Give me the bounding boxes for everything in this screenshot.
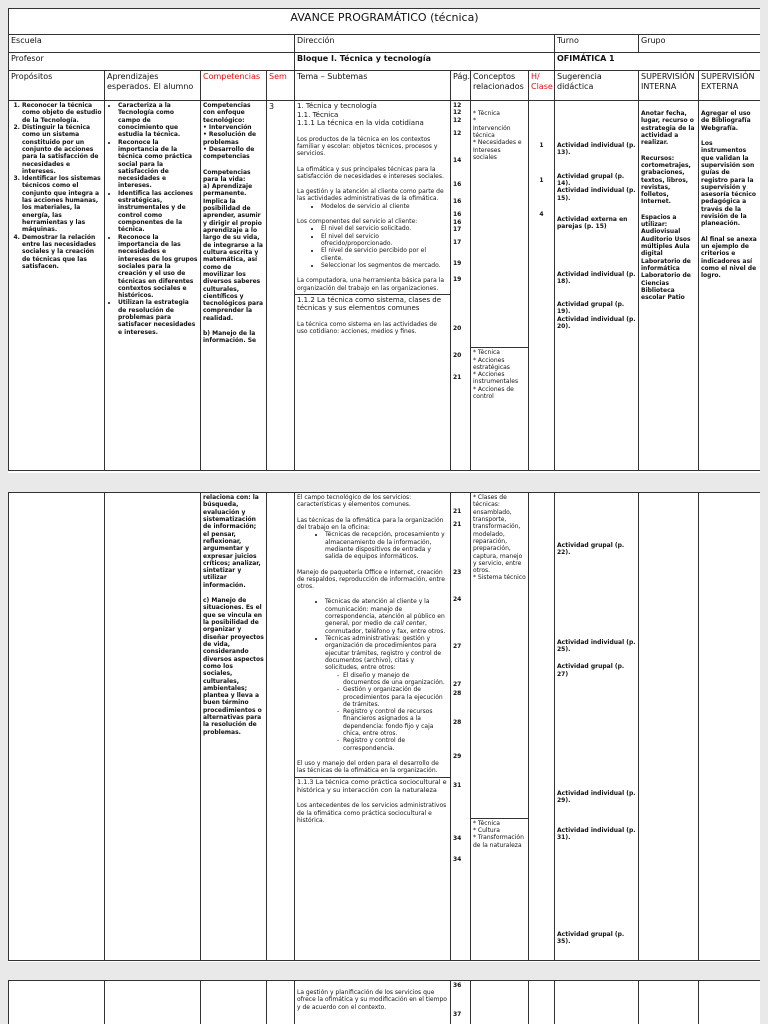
list-text-italic: call center xyxy=(393,620,426,628)
page-number: 16 xyxy=(453,211,462,219)
sem-cell: 3 xyxy=(267,101,295,471)
tema-text: El campo tecnológico de los servicios: características y elementos comunes. xyxy=(297,494,412,509)
page-number: 12 xyxy=(453,129,462,137)
turno-label: Turno xyxy=(555,35,639,53)
tema-cell: La gestión y planificación de los servicios que ofrece la ofimática y su modificación en el tiempo y de acuerdo con el contexto. xyxy=(295,981,451,1024)
propositos-list xyxy=(11,102,102,270)
competencias-text: • Desarrollo de competencias xyxy=(203,145,255,161)
aprendizajes-cell xyxy=(105,101,201,471)
page-number: 34 xyxy=(453,856,462,864)
page-number: 19 xyxy=(453,260,462,268)
page-number: 29 xyxy=(453,752,462,760)
aprendizajes-list xyxy=(107,102,198,336)
list-item: • Identifica las acciones estratégicas, instrumentales y de control como componentes de la técnica. xyxy=(118,190,198,234)
concept-item: * Acciones estratégicas xyxy=(473,356,510,371)
competencias-cell xyxy=(201,101,267,471)
page-number: 12 xyxy=(453,102,462,109)
pag-cell xyxy=(451,493,471,961)
page-number: 36 xyxy=(453,982,462,989)
tema-heading: 1.1.3 La técnica como práctica sociocultural e histórica y su interacción con la naturaleza xyxy=(297,777,447,794)
list-item: 3. Identificar los sistemas técnicos como el conjunto que integra a las acciones humanas, los materiales, la energía, las herramientas y las máquinas. xyxy=(22,175,102,234)
concept-item: Intereses sociales xyxy=(473,146,501,161)
suggestion-item: Actividad individual (p. 13). xyxy=(557,142,636,157)
externa-text: Agregar el uso de Bibliografía Webgrafía. xyxy=(701,110,751,132)
page-number: 19 xyxy=(453,275,462,283)
sup-interna-cell xyxy=(639,981,699,1024)
competencias-text: relaciona con: la búsqueda, evaluación y sistematización de información; el pensar, reflexionar, argumentar y expresar juicios críticos; analizar, sintetizar y utilizar información. xyxy=(203,494,261,589)
competencias-text: a) Aprendizaje permanente. Implica la posibilidad de aprender, asumir y dirigir el propio aprendizaje a lo largo de su vida, de integrarse a la cultura escrita y matemática, así como de movilizar los diversos saberes culturales, científicos y tecnológicos para comprender la realidad. xyxy=(203,183,264,322)
header-sem: Sem xyxy=(267,71,295,101)
page-number: 28 xyxy=(453,719,462,727)
program-table-page-3 xyxy=(8,980,760,1024)
suggestion-item: Actividad individual (p. 20). xyxy=(557,315,636,331)
page-number: 16 xyxy=(453,197,462,205)
tema-text: La computadora, una herramienta básica para la organización del trabajo en las organizaciones. xyxy=(297,277,444,292)
hours-value: 1 xyxy=(539,142,544,149)
bloque-label: Bloque I. Técnica y tecnología xyxy=(295,53,555,71)
competencias-cell xyxy=(201,981,267,1024)
concept-item: * Necesidades e xyxy=(473,139,522,147)
competencias-text: • Resolución de problemas xyxy=(203,131,257,146)
competencias-cell xyxy=(201,493,267,961)
conceptos-cell xyxy=(471,981,529,1024)
tema-heading: 1. Técnica y tecnología xyxy=(297,102,377,110)
tema-text: Los antecedentes de los servicios administrativos de la ofimática como práctica sociocultural e histórica. xyxy=(297,802,447,825)
sugerencia-cell xyxy=(555,493,639,961)
propositos-cell xyxy=(9,493,105,961)
page-number: 34 xyxy=(453,835,462,843)
suggestion-item: Actividad individual (p. 29). xyxy=(557,789,636,805)
header-sugerencia: Sugerencia didáctica xyxy=(555,71,639,101)
tema-text: Las técnicas de la ofimática para la organización del trabajo en la oficina: xyxy=(297,516,444,531)
suggestion-item: Actividad externa en parejas (p. 15) xyxy=(557,215,628,231)
concept-item: * Acciones instrumentales xyxy=(473,371,519,386)
page-number: 14 xyxy=(453,157,462,165)
page-3 xyxy=(8,980,760,1024)
competencias-text: c) Manejo de situaciones. Es el que se vincula en la posibilidad de organizar y diseñar proyectos de vida, considerando diversos aspectos como los sociales, culturales, ambientales; plantea y lleva a buen término procedimientos o alternativas para la resolución de problemas. xyxy=(203,597,264,736)
hours-value: 1 xyxy=(539,177,544,185)
list-item: - Gestión y organización de procedimientos para la ejecución de trámites. xyxy=(343,686,448,708)
list-text: Técnicas de atención al cliente y la comunicación: manejo de correspondencia, atención al público en general, por medio de xyxy=(325,598,445,628)
page-number: 31 xyxy=(453,781,462,789)
list-item: 1. Reconocer la técnica como objeto de estudio de la Tecnología. xyxy=(22,102,102,124)
tema-text: Los componentes del servicio al cliente: xyxy=(297,218,418,226)
materia-label: OFIMÁTICA 1 xyxy=(555,53,761,71)
pag-cell xyxy=(451,101,471,471)
tema-cell xyxy=(295,493,451,961)
tema-text: La técnica como sistema en las actividades de uso cotidiano: acciones, medios y fines. xyxy=(297,320,437,336)
header-conceptos: Conceptos relacionados xyxy=(471,71,529,101)
suggestion-item: Actividad grupal (p. 14). xyxy=(557,172,625,187)
suggestion-item: Actividad individual (p. 18). xyxy=(557,270,636,285)
list-item: - Registro y control de correspondencia. xyxy=(343,737,448,752)
conceptos-cell xyxy=(471,101,529,471)
list-item: - El diseño y manejo de documentos de una organización. xyxy=(343,672,448,687)
suggestion-item: Actividad grupal (p. 27) xyxy=(557,663,625,678)
page-2 xyxy=(8,492,760,962)
hclase-cell xyxy=(529,101,555,471)
interna-text: Anotar fecha, lugar, recurso o estrategia de la actividad a realizar. xyxy=(641,110,695,147)
sup-interna-cell xyxy=(639,493,699,961)
header-hclase: H/ Clase xyxy=(529,71,555,101)
list-text: , conmutador, teléfono y fax, entre otros. xyxy=(325,620,446,635)
header-sup-externa: SUPERVISIÓN EXTERNA xyxy=(699,71,761,101)
sem-cell xyxy=(267,493,295,961)
list-item: • Caracteriza a la Tecnología como campo de conocimiento que estudia la técnica. xyxy=(118,102,198,139)
sugerencia-cell xyxy=(555,101,639,471)
tema-text: Los productos de la técnica en los contextos familiar y escolar: objetos técnicos, procesos y servicios. xyxy=(297,135,438,158)
suggestion-item: Actividad individual (p. 31). xyxy=(557,826,636,841)
direccion-label: Dirección xyxy=(295,35,555,53)
tema-text: La ofimática y sus principales técnicas para la satisfacción de necesidades e intereses sociales. xyxy=(297,165,444,180)
page-1 xyxy=(8,8,760,473)
list-item: • El nivel del servicio solicitado. xyxy=(321,225,448,232)
suggestion-item: Actividad individual (p. 25). xyxy=(557,638,636,653)
page-number: 23 xyxy=(453,568,462,576)
interna-text: Espacios a utilizar: Audiovisual Auditorio Usos múltiples Aula digital Laboratorio de informática Laboratorio de Ciencias Biblioteca escolar Patio xyxy=(641,213,691,302)
page-number: 21 xyxy=(453,521,462,529)
competencias-text: Competencias para la vida: xyxy=(203,168,251,183)
sup-interna-cell xyxy=(639,101,699,471)
concept-item: * Transformación de la naturaleza xyxy=(473,834,524,849)
aprendizajes-cell xyxy=(105,493,201,961)
page-number: 16 xyxy=(453,180,462,188)
page-number: 24 xyxy=(453,595,462,603)
sugerencia-cell xyxy=(555,981,639,1024)
list-item: • Técnicas de recepción, procesamiento y almacenamiento de la información, mediante dispositivos de entrada y salida de equipos informáticos. xyxy=(325,531,448,560)
concept-item: * Técnica xyxy=(473,819,500,827)
propositos-cell xyxy=(9,981,105,1024)
page-number: 20 xyxy=(453,325,462,333)
competencias-text: b) Manejo de la información. Se xyxy=(203,330,257,345)
list-item: 4. Demostrar la relación entre las necesidades sociales y la creación de técnicas que las satisfacen. xyxy=(22,234,102,271)
page-number: 27 xyxy=(453,680,462,688)
suggestion-item: Actividad grupal (p. 19). xyxy=(557,301,625,316)
concept-item: * Sistema técnico xyxy=(473,574,526,582)
header-sup-interna: SUPERVISIÓN INTERNA xyxy=(639,71,699,101)
header-competencias: Competencias xyxy=(201,71,267,101)
page-number: 16 xyxy=(453,218,462,226)
list-item: • El nivel de servicio percibido por el cliente. xyxy=(321,247,448,262)
tema-text: El uso y manejo del orden para el desarrollo de las técnicas de la ofimática en la organización. xyxy=(297,760,439,775)
conceptos-cell xyxy=(471,493,529,961)
list-item: • Reconoce la importancia de las necesidades e intereses de los grupos sociales para la creación y el uso de técnicas en diferentes contextos sociales e históricos. xyxy=(118,234,198,300)
suggestion-item: Actividad grupal (p. 22). xyxy=(557,542,625,557)
aprendizajes-cell xyxy=(105,981,201,1024)
hours-value: 4 xyxy=(539,210,544,218)
concept-item: Intervención técnica xyxy=(473,124,511,139)
competencias-text: Competencias con enfoque tecnológico: xyxy=(203,102,251,124)
list-item: • Modelos de servicio al cliente xyxy=(321,203,448,210)
list-item: • Seleccionar los segmentos de mercado. xyxy=(321,262,448,269)
tema-heading: 1.1.2 La técnica como sistema, clases de técnicas y sus elementos comunes xyxy=(297,295,442,313)
program-table-page-1 xyxy=(8,8,760,471)
tema-text: Manejo de paquetería Office e Internet, creación de respaldos, reproducción de información, entre otros. xyxy=(297,568,445,591)
sup-externa-cell xyxy=(699,101,761,471)
grupo-label: Grupo xyxy=(639,35,761,53)
page-number: 12 xyxy=(453,109,462,117)
page-number: 17 xyxy=(453,225,462,233)
concept-item: * Técnica xyxy=(473,349,500,357)
page-number: 37 xyxy=(453,1011,462,1019)
header-tema: Tema – Subtemas xyxy=(295,71,451,101)
externa-text: Al final se anexa un ejemplo de criterios e indicadores así como el nivel de logro. xyxy=(701,235,757,280)
competencias-text: • Intervención xyxy=(203,123,252,131)
list-item xyxy=(325,598,448,635)
suggestion-item: Actividad grupal (p. 35). xyxy=(557,931,625,946)
document-title: AVANCE PROGRAMÁTICO (técnica) xyxy=(9,9,761,35)
suggestion-item: Actividad individual (p. 15). xyxy=(557,187,636,202)
page-number: 20 xyxy=(453,352,462,360)
tema-heading: 1.1.1 La técnica en la vida cotidiana xyxy=(297,119,424,128)
tema-text: La gestión y la atención al cliente como parte de las actividades administrativas de la ofimática. xyxy=(297,188,444,203)
list-item: • Reconoce la importancia de la técnica como práctica social para la satisfacción de necesidades e intereses. xyxy=(118,139,198,190)
header-aprendizajes: Aprendizajes esperados. El alumno xyxy=(105,71,201,101)
program-table-page-2 xyxy=(8,492,760,961)
sup-externa-cell xyxy=(699,493,761,961)
page-number: 17 xyxy=(453,239,462,247)
hclase-cell xyxy=(529,493,555,961)
concept-item: * Cultura xyxy=(473,827,500,835)
pag-cell xyxy=(451,981,471,1024)
concept-item: * xyxy=(473,117,476,125)
concept-item: * Acciones de control xyxy=(473,385,514,401)
list-item: 2. Distinguir la técnica como un sistema constituido por un conjunto de acciones para la satisfacción de necesidades e intereses. xyxy=(22,124,102,175)
interna-text: Recursos: cortometrajes, grabaciones, textos, libros, revistas, folletos, Internet. xyxy=(641,154,691,206)
list-item: • El nivel del servicio ofrecido/proporcionado. xyxy=(321,233,448,248)
page-number: 28 xyxy=(453,689,462,697)
page-number: 21 xyxy=(453,373,462,381)
externa-text: Los instrumentos que validan la supervisión son guías de registro para la supervisión y asesoría técnico pedagógica a través de la revisión de la planeación. xyxy=(701,139,757,228)
page-number: 12 xyxy=(453,116,462,124)
list-item: • Técnicas administrativas: gestión y organización de procedimientos para ejecutar trámites, registro y control de documentos (archivo), citas y solicitudes, entre otros: xyxy=(325,635,448,672)
page-number: 21 xyxy=(453,508,462,515)
header-pag: Pág. xyxy=(451,71,471,101)
profesor-label: Profesor xyxy=(9,53,295,71)
page-number: 27 xyxy=(453,643,462,651)
concept-item: * Técnica xyxy=(473,110,500,117)
escuela-label: Escuela xyxy=(9,35,295,53)
sup-externa-cell xyxy=(699,981,761,1024)
tema-cell xyxy=(295,101,451,471)
hclase-cell xyxy=(529,981,555,1024)
concept-item: * Clases de técnicas: ensamblado, transporte, transformación, modelado, reparación, preparación, captura, manejo y servicio, entre otros. xyxy=(473,494,523,575)
sem-cell xyxy=(267,981,295,1024)
header-propositos: Propósitos xyxy=(9,71,105,101)
propositos-cell xyxy=(9,101,105,471)
list-item: • Utilizan la estrategia de resolución de problemas para satisfacer necesidades e intereses. xyxy=(118,299,198,336)
list-item: - Registro y control de recursos financieros asignados a la dependencia: fondo fijo y caja chica, entre otros. xyxy=(343,708,448,737)
tema-heading: 1.1. Técnica xyxy=(297,110,339,119)
